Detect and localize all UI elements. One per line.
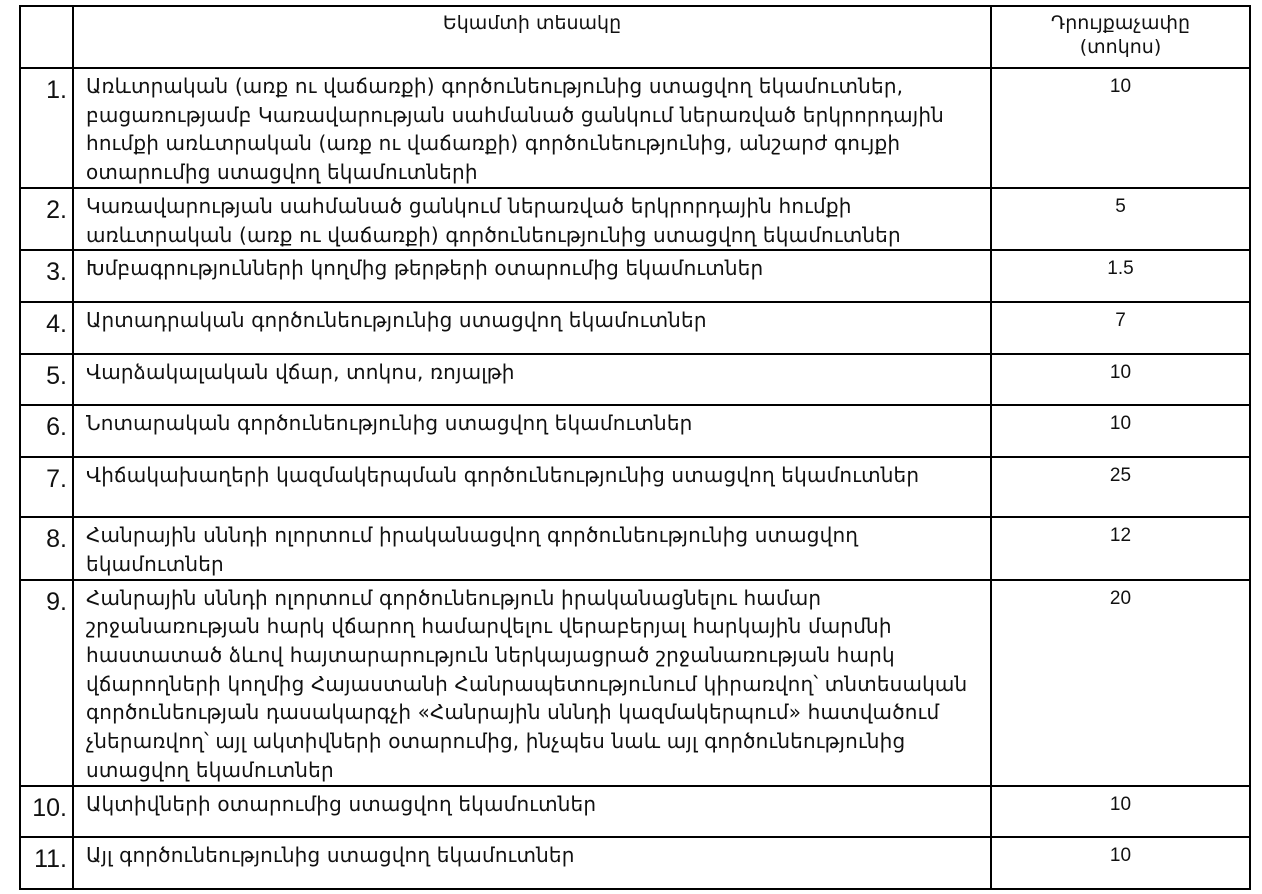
income-tax-table-container	[19, 5, 1251, 890]
row-number: 10.	[20, 786, 73, 837]
row-number: 11.	[20, 837, 73, 889]
row-income-type: Հանրային սննդի ոլորտում գործունեություն իրականացնելու համար շրջանառության հարկ վճարող համարվելու վերաբերյալ հարկային մարմնի հաստատած ձևով հայտարարություն ներկայացրած շրջանառության հարկ վճարողների կողմից Հայաստանի Հանրապետությունում կիրառվող՝ տնտեսական գործունեության դասակարգչի «Հանրային սննդի կազմակերպում» հատվածում չներառվող՝ այլ ակտիվների օտարումից, ինչպես նաև այլ գործունեությունից ստացվող եկամուտներ	[73, 580, 991, 786]
row-rate: 25	[991, 457, 1250, 517]
row-rate: 1.5	[991, 250, 1250, 302]
row-income-type: Խմբագրությունների կողմից թերթերի օտարումից եկամուտներ	[73, 250, 991, 302]
row-number: 9.	[20, 580, 73, 786]
row-number: 1.	[20, 68, 73, 188]
table-row	[20, 837, 1250, 889]
row-income-type: Առևտրական (առք ու վաճառքի) գործունեությունից ստացվող եկամուտներ, բացառությամբ Կառավարության սահմանած ցանկում ներառված երկրորդային հումքի առևտրական (առք ու վաճառքի) գործունեությունից, անշարժ գույքի օտարումից ստացվող եկամուտների	[73, 68, 991, 188]
header-income-type: Եկամտի տեսակը	[73, 6, 991, 68]
row-rate: 10	[991, 354, 1250, 405]
row-income-type: Արտադրական գործունեությունից ստացվող եկամուտներ	[73, 302, 991, 354]
row-number: 4.	[20, 302, 73, 354]
row-number: 8.	[20, 517, 73, 579]
row-income-type: Կառավարության սահմանած ցանկում ներառված երկրորդային հումքի առևտրական (առք ու վաճառքի) գործունեությունից ստացվող եկամուտներ	[73, 188, 991, 250]
table-row	[20, 786, 1250, 837]
income-tax-rate-table	[19, 5, 1251, 890]
row-number: 6.	[20, 405, 73, 457]
table-row	[20, 68, 1250, 188]
table-row	[20, 517, 1250, 579]
table-row	[20, 405, 1250, 457]
table-row	[20, 354, 1250, 405]
header-rate: Դրույքաչափը (տոկոս)	[991, 6, 1250, 68]
row-rate: 12	[991, 517, 1250, 579]
row-rate: 20	[991, 580, 1250, 786]
row-income-type: Հանրային սննդի ոլորտում իրականացվող գործունեությունից ստացվող եկամուտներ	[73, 517, 991, 579]
table-row	[20, 457, 1250, 517]
table-row	[20, 188, 1250, 250]
row-rate: 10	[991, 837, 1250, 889]
row-rate: 10	[991, 405, 1250, 457]
table-row	[20, 250, 1250, 302]
row-income-type: Այլ գործունեությունից ստացվող եկամուտներ	[73, 837, 991, 889]
table-row	[20, 302, 1250, 354]
row-number: 2.	[20, 188, 73, 250]
row-number: 3.	[20, 250, 73, 302]
table-header-row	[20, 6, 1250, 68]
row-rate: 10	[991, 68, 1250, 188]
row-income-type: Վարձակալական վճար, տոկոս, ռոյալթի	[73, 354, 991, 405]
row-rate: 7	[991, 302, 1250, 354]
row-rate: 5	[991, 188, 1250, 250]
table-row	[20, 580, 1250, 786]
row-number: 7.	[20, 457, 73, 517]
row-income-type: Վիճակախաղերի կազմակերպման գործունեությունից ստացվող եկամուտներ	[73, 457, 991, 517]
row-income-type: Ակտիվների օտարումից ստացվող եկամուտներ	[73, 786, 991, 837]
row-number: 5.	[20, 354, 73, 405]
row-income-type: Նոտարական գործունեությունից ստացվող եկամուտներ	[73, 405, 991, 457]
row-rate: 10	[991, 786, 1250, 837]
header-number	[20, 6, 73, 68]
